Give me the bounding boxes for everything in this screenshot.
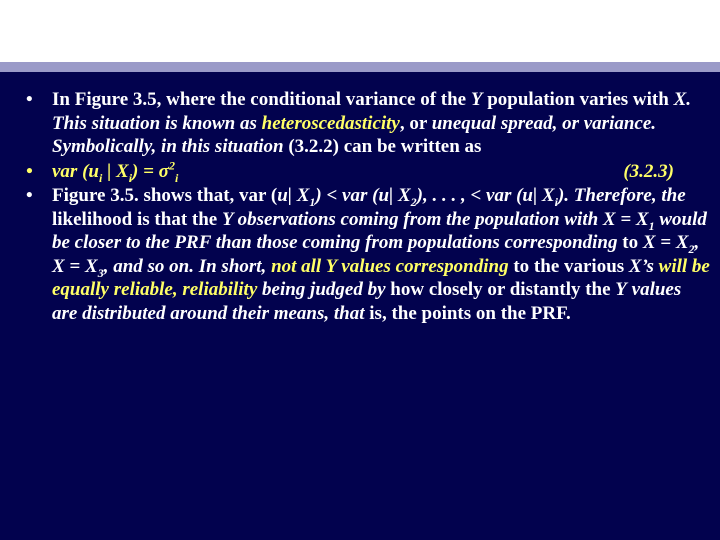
text-run: u: [277, 185, 288, 206]
text-run: | X: [102, 160, 129, 182]
text-run: ) = σ: [132, 160, 169, 182]
text-run: In Figure 3.5, where the conditional variance of the: [52, 89, 471, 110]
text-run: likelihood is that the: [52, 208, 222, 230]
text-run: 2: [688, 241, 695, 256]
text-run: ).: [557, 185, 570, 206]
text-run: to: [617, 232, 643, 253]
bullet-marker: •: [26, 89, 33, 110]
slide-header-rule: [0, 62, 720, 72]
bullet-heteroscedasticity-definition: [26, 88, 710, 159]
text-run: i: [98, 170, 103, 185]
text-run: Y observations coming from the population with X: [221, 208, 616, 230]
text-run: (3.2.2) can be written as: [283, 136, 482, 157]
text-run: , or: [399, 112, 432, 134]
text-run: X’s: [628, 255, 654, 277]
text-run: Y: [470, 89, 483, 110]
bullet-equation-3-2-3: [26, 160, 710, 184]
text-run: is, the points on the PRF.: [364, 302, 571, 324]
text-run: Figure 3.5. shows that, var (: [52, 185, 278, 206]
text-run: how closely or distantly the: [385, 279, 616, 300]
text-run: i: [554, 194, 558, 209]
text-run: , and so on. In short,: [103, 255, 272, 277]
text-run: 2: [410, 194, 417, 209]
text-run: i: [174, 170, 179, 185]
bullet-marker: •: [26, 160, 33, 182]
text-run: 1: [648, 218, 655, 233]
text-run: , X = X: [52, 232, 700, 277]
highlighted-term: not all Y values corresponding: [271, 255, 509, 277]
text-run: values are distributed around their means, that: [52, 279, 682, 324]
text-run: ) < var (u: [315, 185, 390, 206]
text-run: 2: [168, 158, 175, 173]
text-run: unequal spread, or variance. Symbolically, in this situation: [52, 112, 657, 157]
bullet-marker: •: [26, 185, 33, 206]
text-run: X. This situation is known as: [52, 89, 691, 134]
slide-header-band: [0, 0, 720, 62]
bullet-variance-comparison: [26, 184, 710, 325]
slide-body: [26, 88, 710, 325]
highlighted-term: heteroscedasticity: [261, 112, 400, 134]
text-run: population varies with: [482, 89, 674, 110]
text-run: var (u: [52, 160, 99, 182]
text-run: = X: [615, 208, 649, 230]
text-run: i: [128, 170, 133, 185]
text-run: Therefore, the: [569, 185, 686, 206]
text-run: Y: [615, 279, 627, 300]
highlighted-term: will be equally reliable, reliability: [52, 255, 710, 300]
text-run: | X: [533, 185, 555, 206]
text-run: | X: [389, 185, 411, 206]
text-run: to the various: [508, 255, 629, 277]
text-run: being judged by: [257, 279, 386, 300]
text-run: | X: [287, 185, 310, 206]
text-run: X = X: [642, 232, 689, 253]
text-run: 3: [97, 265, 104, 280]
text-run: would be closer to the PRF than those coming from populations corresponding: [52, 208, 707, 253]
text-run: ), . . . , < var (u: [416, 185, 533, 206]
text-run: 1: [309, 194, 316, 209]
equation-number: (3.2.3): [623, 160, 674, 182]
